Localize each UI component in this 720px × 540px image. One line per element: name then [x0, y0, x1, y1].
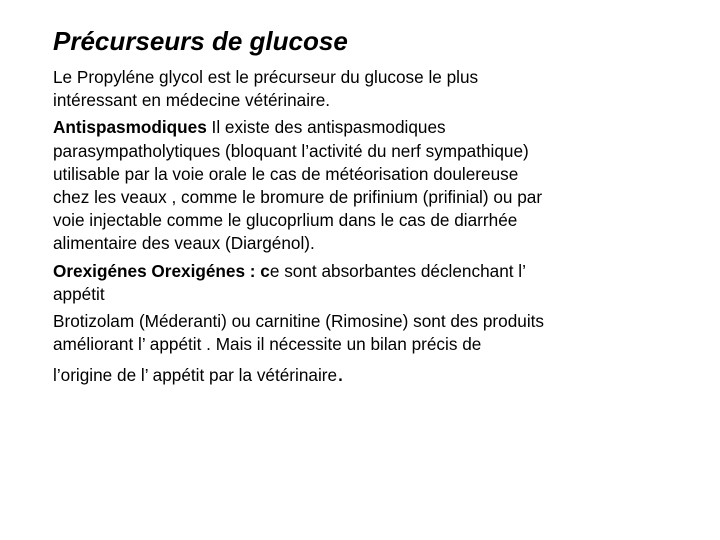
- text-line: Brotizolam (Méderanti) ou carnitine (Rimosine) sont des produits: [53, 311, 545, 332]
- text-line: alimentaire des veaux (Diargénol).: [53, 233, 315, 254]
- paragraph-antispasmodiques: [53, 116, 703, 255]
- text-line: voie injectable comme le glucoprlium dans le cas de diarrhée: [53, 210, 518, 231]
- text-line: améliorant l’ appétit . Mais il nécessite un bilan précis de: [53, 334, 482, 355]
- text-fragment: Il existe des antispasmodiques: [206, 117, 446, 138]
- text-line: parasympatholytiques (bloquant l’activité du nerf sympathique): [53, 140, 529, 161]
- text-line: intéressant en médecine vétérinaire.: [53, 90, 331, 111]
- text-line: utilisable par la voie orale le cas de météorisation doulereuse: [53, 163, 519, 184]
- paragraph-propylene: [53, 66, 703, 112]
- orexigenes-heading: Orexigénes Orexigénes : c: [53, 260, 270, 281]
- text-fragment: l’origine de l’ appétit par la vétérinaire: [53, 365, 338, 386]
- text-line: [53, 260, 703, 283]
- final-period: .: [337, 360, 344, 388]
- text-line: [53, 360, 703, 389]
- slide-body: [53, 66, 703, 389]
- paragraph-brotizolam: [53, 310, 703, 389]
- text-fragment: e sont absorbantes déclenchant l’: [269, 260, 526, 281]
- text-line: appétit: [53, 283, 105, 304]
- antispasmodiques-heading: Antispasmodiques: [53, 117, 207, 138]
- slide-title: Précurseurs de glucose: [53, 26, 348, 56]
- text-line: chez les veaux , comme le bromure de prifinium (prifinial) ou par: [53, 187, 543, 208]
- text-line: Le Propyléne glycol est le précurseur du glucose le plus: [53, 67, 479, 87]
- text-line: [53, 116, 703, 139]
- paragraph-orexigenes: [53, 260, 703, 306]
